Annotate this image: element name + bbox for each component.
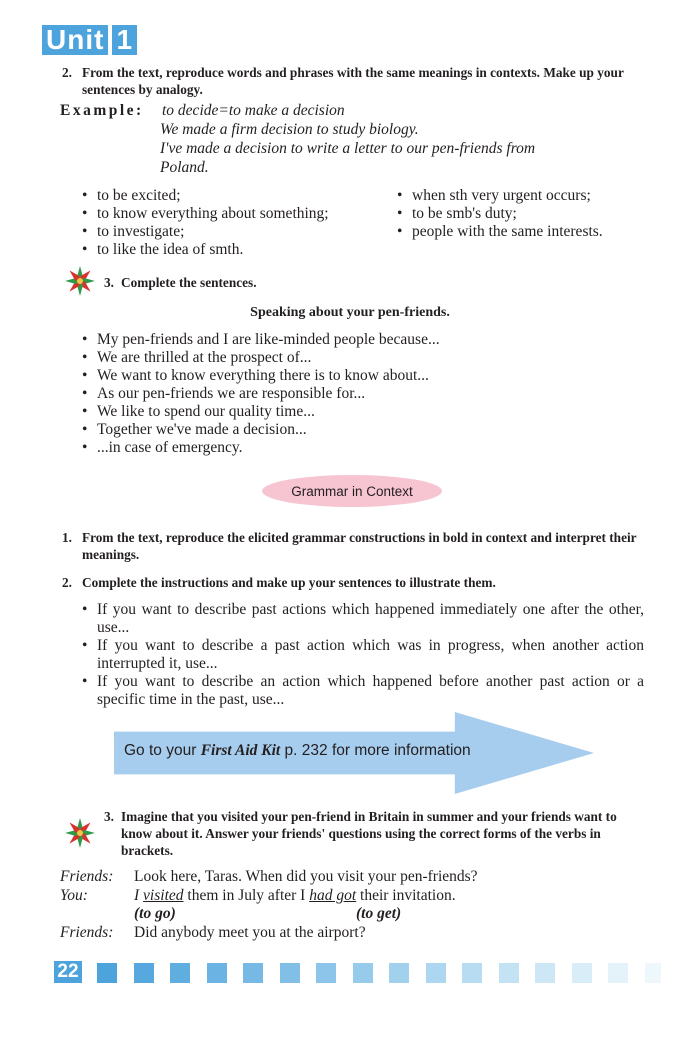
dialogue-question: Look here, Taras. When did you visit your pen-friends? (134, 868, 478, 885)
first-aid-kit: First Aid Kit (200, 742, 281, 759)
first-aid-text (124, 742, 471, 760)
list-item: • to know everything about something; (82, 205, 402, 223)
dialogue-answer (134, 887, 456, 905)
example-line: I've made a decision to write a letter to our pen-friends from (160, 140, 536, 157)
list-item: • Together we've made a decision... (82, 421, 642, 439)
star-icon (64, 265, 96, 297)
footer-square (97, 963, 117, 983)
unit-word: Unit (42, 25, 108, 55)
list-item: • to investigate; (82, 223, 402, 241)
footer-square (426, 963, 446, 983)
first-aid-before: Go to your (124, 742, 197, 759)
grammar-task1-number: 1. (62, 530, 72, 545)
example-line: Poland. (160, 159, 209, 176)
footer-square (608, 963, 628, 983)
footer-square (170, 963, 190, 983)
first-aid-after: p. 232 for more information (284, 742, 471, 759)
unit-number: 1 (112, 25, 137, 55)
footer-square (572, 963, 592, 983)
grammar-task2-text: Complete the instructions and make up your sentences to illustrate them. (82, 575, 496, 590)
page-number: 22 (54, 961, 82, 983)
footer-square (499, 963, 519, 983)
footer-square (462, 963, 482, 983)
footer-square (389, 963, 409, 983)
list-item: • My pen-friends and I are like-minded people because... (82, 331, 642, 349)
speaker-you: You: (60, 887, 88, 904)
grammar-task3-text: Imagine that you visited your pen-friend in Britain in summer and your friends want to know about it. Answer your friends' questions using the correct forms of the verbs in brackets. (121, 809, 617, 858)
grammar-in-context-label: Grammar in Context (262, 475, 442, 507)
footer-square (243, 963, 263, 983)
task2-instruction: From the text, reproduce words and phrases with the same meanings in contexts. Make up your sentences by analogy. (82, 65, 624, 97)
example-label: Example: (60, 102, 144, 119)
footer-square (134, 963, 154, 983)
dialogue-question: Did anybody meet you at the airport? (134, 924, 366, 941)
list-item: • We are thrilled at the prospect of... (82, 349, 642, 367)
footer-square (316, 963, 336, 983)
answer-verb: had got (309, 887, 357, 904)
grammar-task2-number: 2. (62, 575, 72, 590)
list-item: • If you want to describe past actions which happened immediately one after the other, use... (82, 601, 644, 637)
task2-number: 2. (62, 65, 72, 80)
grammar-task3-number: 3. (104, 809, 114, 824)
list-item: • to be smb's duty; (397, 205, 657, 223)
task2-right-list (397, 187, 657, 241)
list-item: • people with the same interests. (397, 223, 657, 241)
list-item: • We want to know everything there is to know about... (82, 367, 642, 385)
answer-verb: visited (143, 887, 184, 904)
list-item: • If you want to describe a past action which was in progress, when another action interrupted it, use... (82, 637, 644, 673)
answer-part: their invitation. (360, 887, 456, 904)
answer-part: them in July after I (187, 887, 306, 904)
speaker-friends: Friends: (60, 924, 114, 941)
example-line: to decide=to make a decision (162, 102, 345, 119)
grammar-task2-list (82, 601, 644, 709)
list-item: • to like the idea of smth. (82, 241, 402, 259)
speaker-friends: Friends: (60, 868, 114, 885)
verb-hint: (to go) (134, 905, 176, 922)
list-item: • ...in case of emergency. (82, 439, 642, 457)
footer-square (535, 963, 555, 983)
task3-instruction: Complete the sentences. (121, 275, 257, 290)
verb-hint: (to get) (356, 905, 402, 922)
footer-square (353, 963, 373, 983)
answer-part: I (134, 887, 140, 904)
unit-heading (42, 25, 137, 55)
list-item: • If you want to describe an action which happened before another past action or a specific time in the past, use... (82, 673, 644, 709)
example-line: We made a firm decision to study biology. (160, 121, 419, 138)
list-item: • We like to spend our quality time... (82, 403, 642, 421)
footer-square (645, 963, 661, 983)
list-item: • As our pen-friends we are responsible for... (82, 385, 642, 403)
star-icon (64, 817, 96, 849)
list-item: • to be excited; (82, 187, 402, 205)
task3-subtitle: Speaking about your pen-friends. (250, 305, 450, 320)
task3-list (82, 331, 642, 457)
footer-square (207, 963, 227, 983)
task3-number: 3. (104, 275, 114, 290)
grammar-task1-text: From the text, reproduce the elicited grammar constructions in bold in context and interpret their meanings. (82, 530, 637, 562)
list-item: • when sth very urgent occurs; (397, 187, 657, 205)
task2-left-list (82, 187, 402, 259)
footer-square (280, 963, 300, 983)
